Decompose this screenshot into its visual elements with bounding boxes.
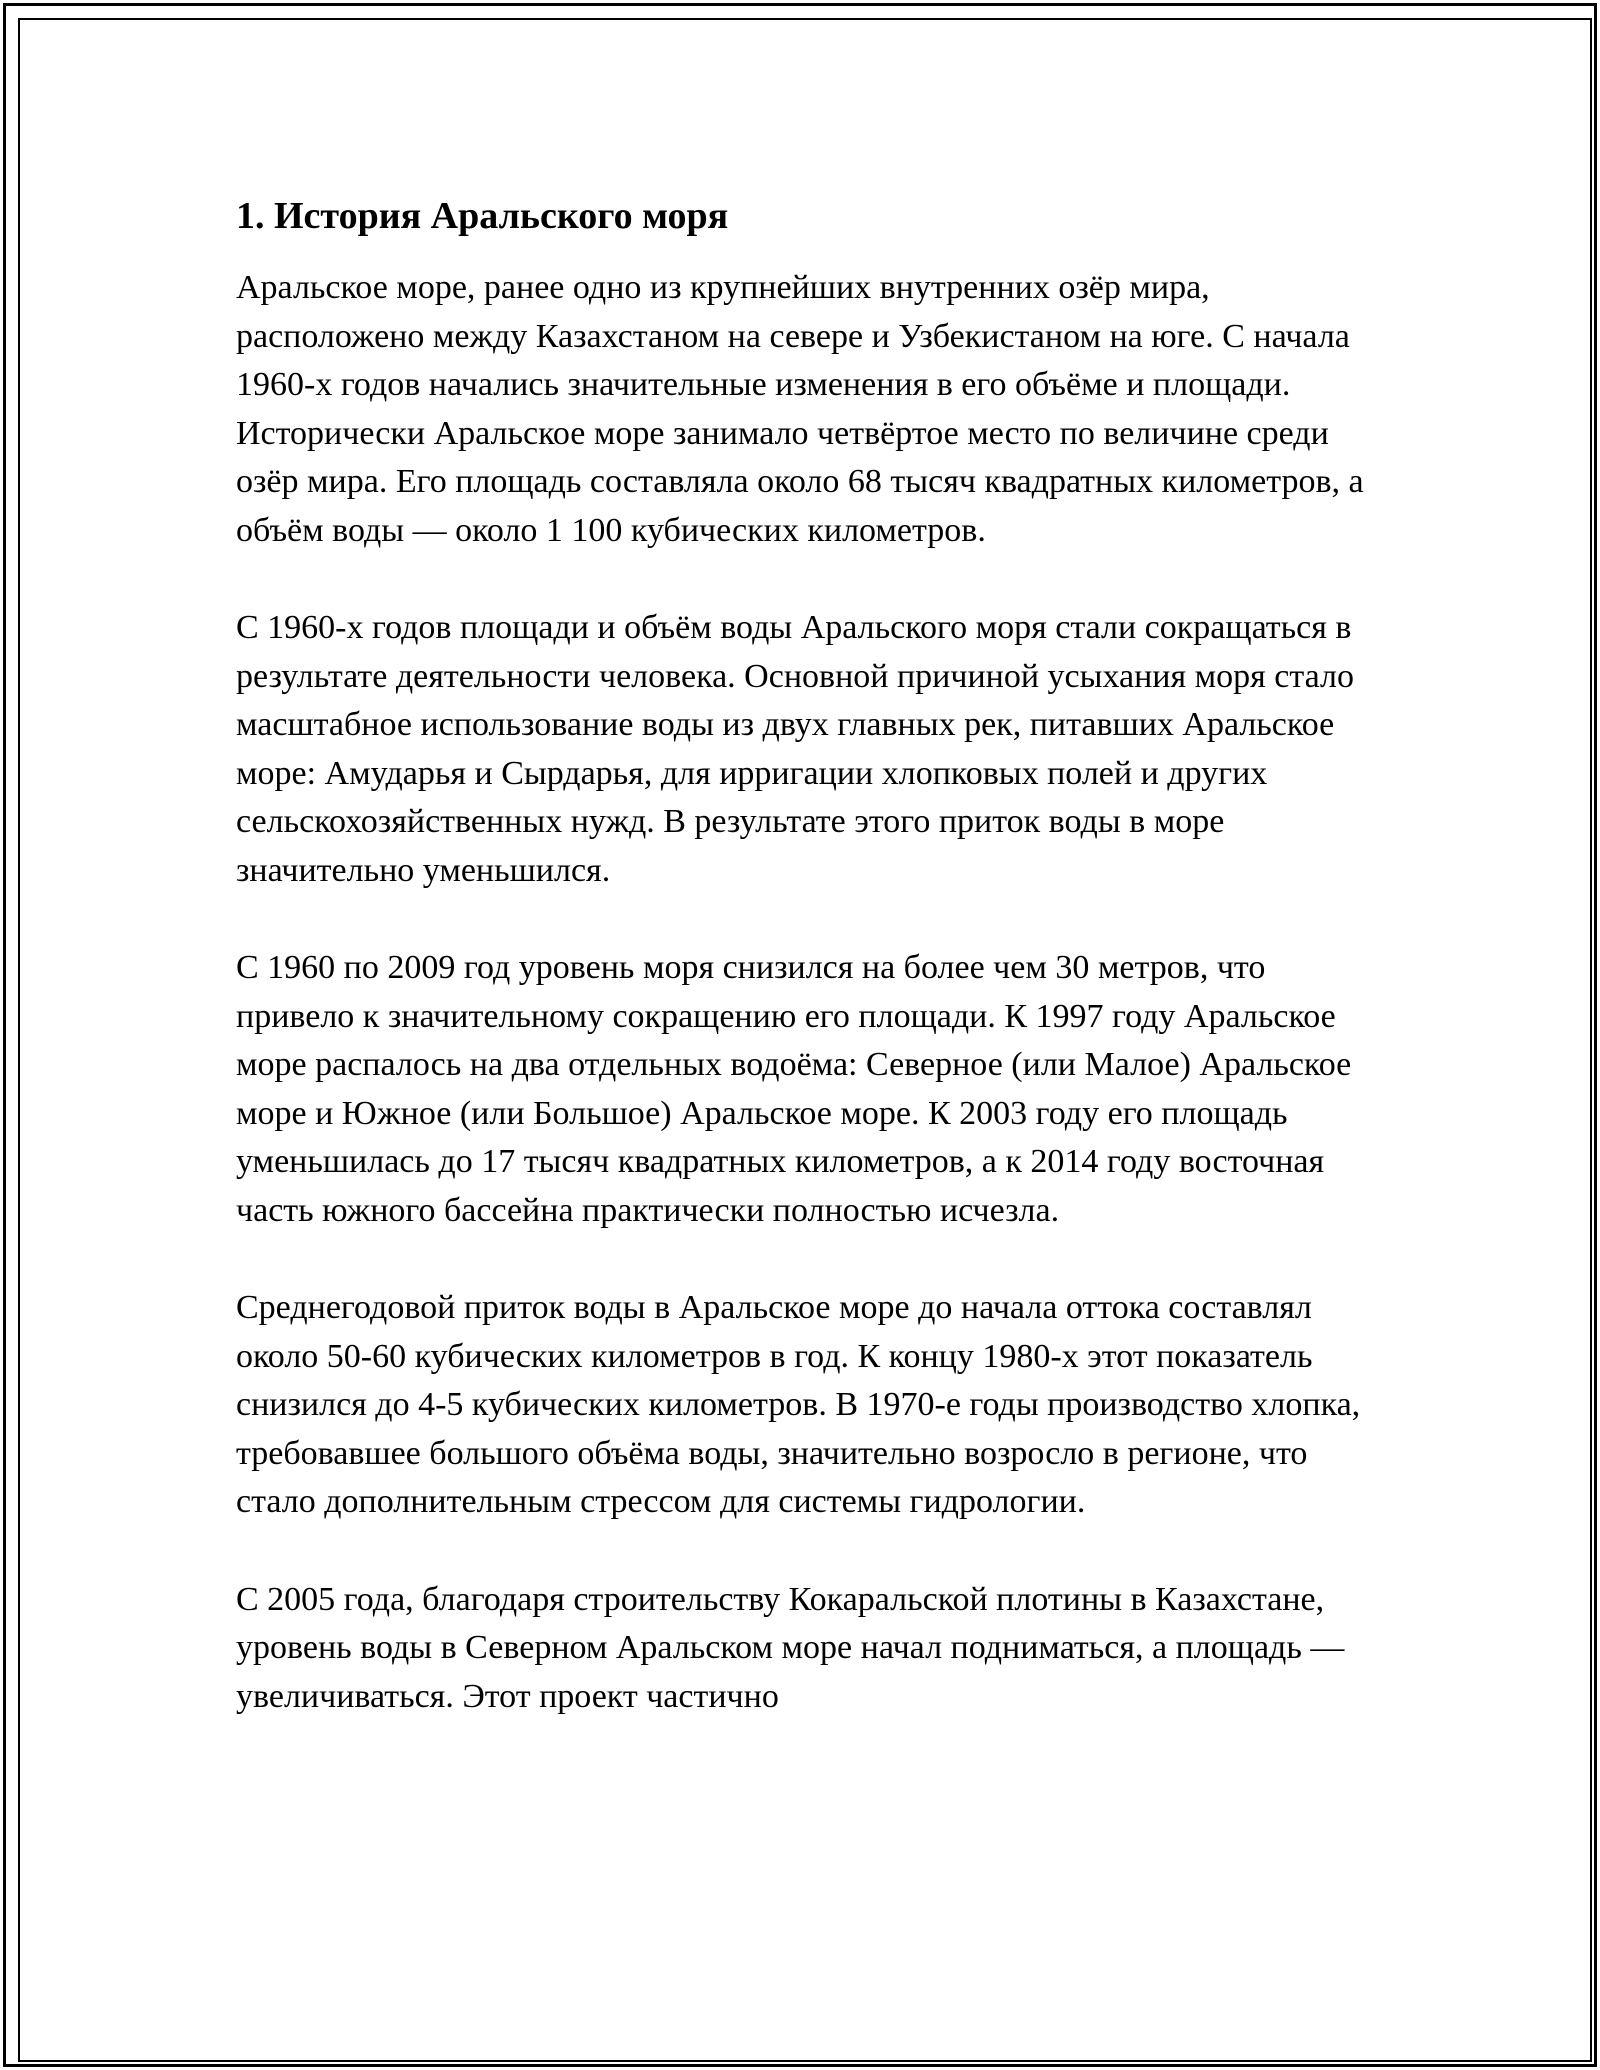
paragraph-3: С 1960 по 2009 год уровень моря снизился на более чем 30 метров, что привело к значительному сокращению его площади. К 1997 году Аральское море распалось на два отдельных водоёма: Северное (или Малое) Аральское море и Южное (или Большое) Аральское море. К 2003 году его площадь уменьшилась до 17 тысяч квадратных километров, а к 2014 году восточная часть южного бассейна практически полностью исчезла. — [236, 949, 1352, 1229]
section-heading: 1. История Аральского моря — [236, 195, 729, 237]
paragraph-2: С 1960-х годов площади и объём воды Аральского моря стали сокращаться в результате деятельности человека. Основной причиной усыхания моря стало масштабное использование воды из двух главных рек, питавших Аральское море: Амударья и Сырдарья, для ирригации хлопковых полей и других сельскохозяйственных нужд. В результате этого приток воды в море значительно уменьшился. — [236, 609, 1355, 889]
paragraph-1: Аральское море, ранее одно из крупнейших внутренних озёр мира, расположено между Казахстаном на севере и Узбекистаном на юге. С начала 1960-х годов начались значительные изменения в его объёме и площади. Исторически Аральское море занимало четвёртое место по величине среди озёр мира. Его площадь составляла около 68 тысяч квадратных километров, а объём воды — около 1 100 кубических километров. — [236, 269, 1364, 549]
paragraph-4: Среднегодовой приток воды в Аральское море до начала оттока составлял около 50-60 кубических километров в год. К концу 1980-х этот показатель снизился до 4-5 кубических километров. В 1970-е годы производство хлопка, требовавшее большого объёма воды, значительно возросло в регионе, что стало дополнительным стрессом для системы гидрологии. — [236, 1289, 1361, 1520]
paragraph-5: С 2005 года, благодаря строительству Кокаральской плотины в Казахстане, уровень воды в Северном Аральском море начал подниматься, а площадь — увеличиваться. Этот проект частично — [236, 1580, 1345, 1715]
document-body — [236, 188, 1376, 1721]
